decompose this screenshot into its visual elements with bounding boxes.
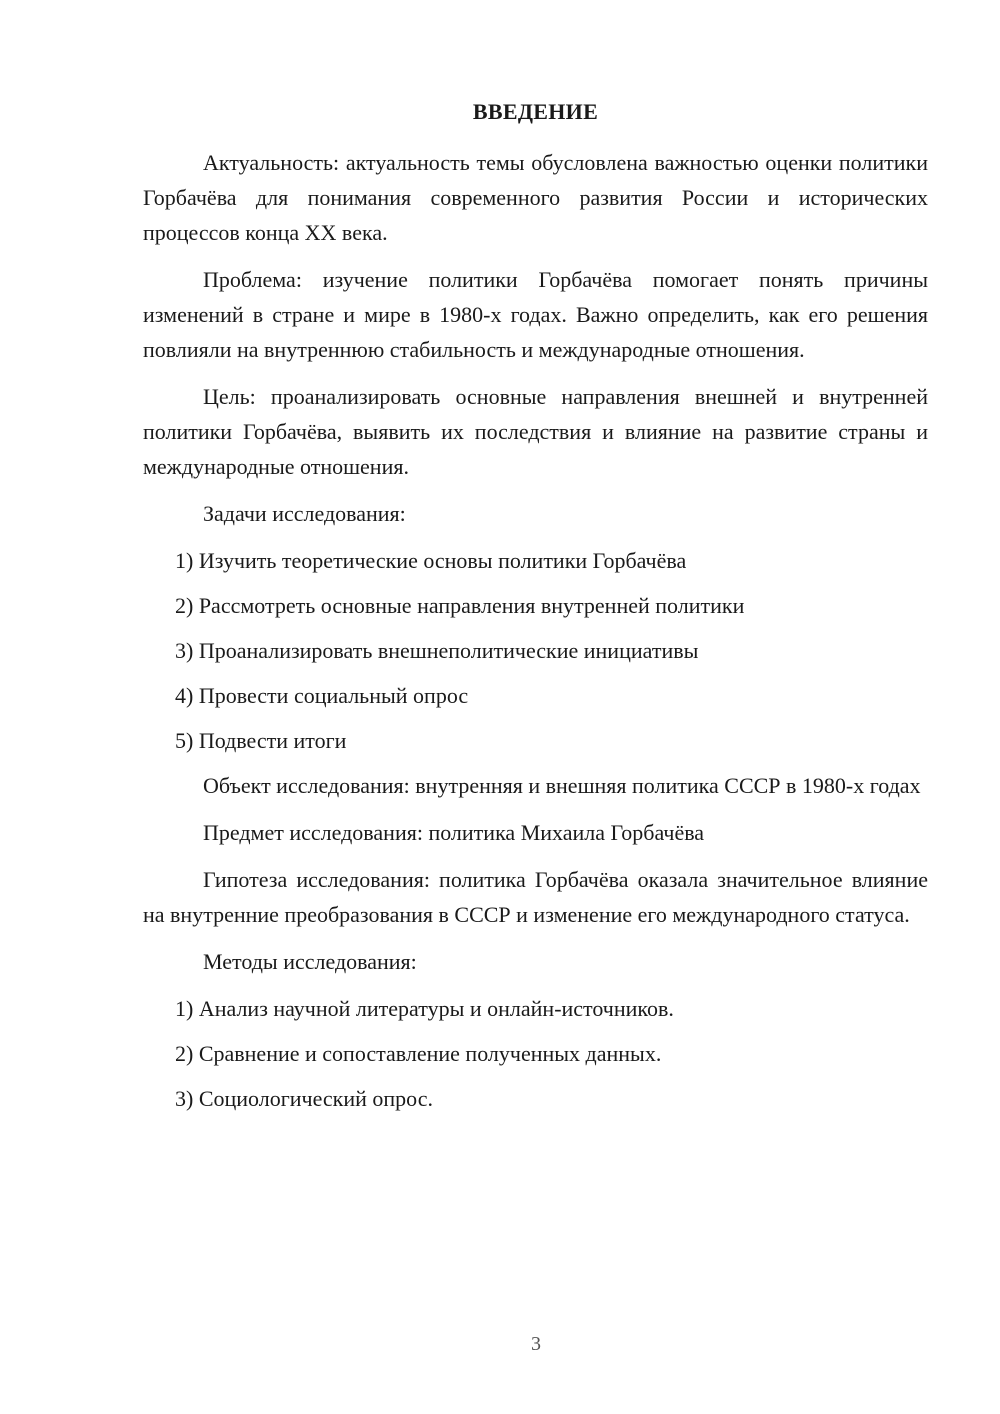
- relevance-paragraph: Актуальность: актуальность темы обусловлена важностью оценки политики Горбачёва для понимания современного развития России и исторических процессов конца XX века.: [143, 150, 928, 245]
- list-item: 1) Изучить теоретические основы политики Горбачёва: [175, 548, 687, 573]
- list-item: 3) Проанализировать внешнеполитические инициативы: [175, 638, 699, 663]
- list-item: 3) Социологический опрос.: [175, 1086, 433, 1111]
- methods-title: Методы исследования:: [203, 949, 417, 974]
- document-page: [143, 94, 928, 1126]
- list-item: 4) Провести социальный опрос: [175, 683, 469, 708]
- list-item: 2) Сравнение и сопоставление полученных данных.: [175, 1041, 662, 1066]
- list-item: 1) Анализ научной литературы и онлайн-источников.: [175, 996, 674, 1021]
- methods-list: [143, 991, 928, 1116]
- page-number: 3: [531, 1333, 541, 1355]
- tasks-list: [143, 543, 928, 758]
- section-heading: ВВЕДЕНИЕ: [472, 99, 599, 124]
- hypothesis-paragraph: Гипотеза исследования: политика Горбачёва оказала значительное влияние на внутренние преобразования в СССР и изменение его международного статуса.: [143, 867, 928, 927]
- problem-paragraph: Проблема: изучение политики Горбачёва помогает понять причины изменений в стране и мире в 1980-х годах. Важно определить, как его решения повлияли на внутреннюю стабильность и международные отношения.: [143, 267, 928, 362]
- tasks-title: Задачи исследования:: [203, 501, 406, 526]
- object-paragraph: Объект исследования: внутренняя и внешняя политика СССР в 1980-х годах: [203, 773, 921, 798]
- list-item: 2) Рассмотреть основные направления внутренней политики: [175, 593, 745, 618]
- list-item: 5) Подвести итоги: [175, 728, 347, 753]
- goal-paragraph: Цель: проанализировать основные направления внешней и внутренней политики Горбачёва, выявить их последствия и влияние на развитие страны и международные отношения.: [143, 384, 928, 479]
- subject-paragraph: Предмет исследования: политика Михаила Горбачёва: [203, 820, 705, 845]
